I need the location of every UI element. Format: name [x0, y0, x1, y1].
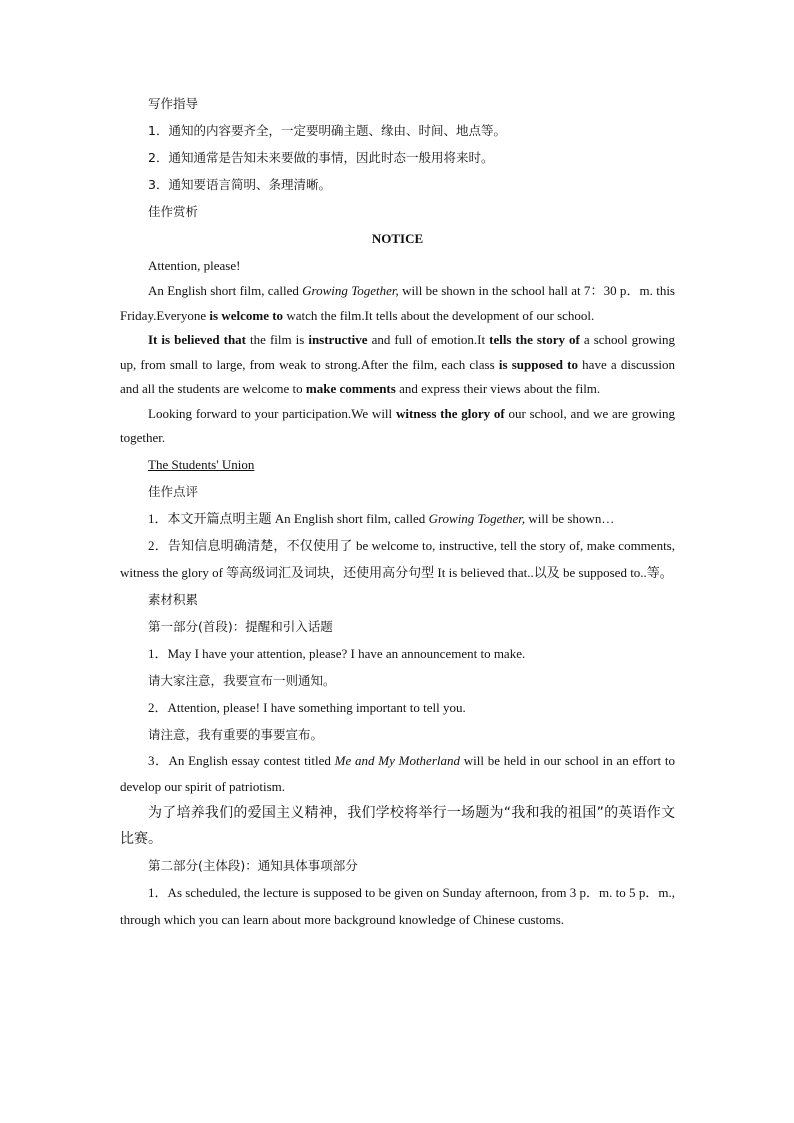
sentence-en: 1．As scheduled, the lecture is supposed to be given on Sunday afternoon, from 3 p．m. to 5 p．m., through which you can learn about more background knowledge of Chinese customs. — [120, 884, 675, 927]
part1-heading: 第一部分(首段)：提醒和引入话题 — [148, 618, 333, 634]
comment-item-2: 2．告知信息明确清楚，不仅使用了 be welcome to, instructive, tell the story of, make comments, witness the glory of 等高级词汇及词块，还使用高分句型 It is believed that..以及 be supposed to..等。 — [120, 537, 675, 580]
notice-paragraph-3: Looking forward to your participation.We will witness the glory of our school, and we are growing together. — [120, 405, 675, 445]
material-heading: 素材积累 — [148, 591, 199, 607]
writing-guide-item: 2．通知通常是告知未来要做的事情，因此时态一般用将来时。 — [148, 150, 494, 165]
sentence-cn: 请注意，我有重要的事要宣布。 — [148, 726, 324, 742]
document-page — [120, 90, 675, 933]
sentence-en: 3．An English essay contest titled Me and My Motherland will be held in our school in an effort to develop our spirit of patriotism. — [120, 752, 676, 794]
film-title: Growing Together, — [302, 283, 399, 298]
writing-guide-item: 1．通知的内容要齐全，一定要明确主题、缘由、时间、地点等。 — [148, 123, 506, 138]
notice-greeting: Attention, please! — [148, 258, 241, 273]
sentence-en: 1．May I have your attention, please? I have an announcement to make. — [148, 645, 526, 661]
writing-guide-item: 3．通知要语言简明、条理清晰。 — [148, 177, 331, 192]
notice-title: NOTICE — [371, 231, 424, 246]
sentence-cn: 为了培养我们的爱国主义精神，我们学校将举行一场题为“我和我的祖国”的英语作文比赛。 — [120, 804, 675, 847]
comment-heading: 佳作点评 — [148, 483, 199, 499]
writing-guide-heading: 写作指导 — [148, 96, 199, 111]
part2-heading: 第二部分(主体段)：通知具体事项部分 — [148, 857, 358, 873]
notice-signature: The Students' Union — [148, 456, 255, 472]
model-essay-heading: 佳作赏析 — [148, 204, 199, 219]
sentence-en: 2．Attention, please! I have something important to tell you. — [148, 699, 466, 715]
sentence-cn: 请大家注意，我要宣布一则通知。 — [148, 672, 336, 688]
comment-item-1: 1．本文开篇点明主题 An English short film, called Growing Together, will be shown… — [148, 510, 615, 526]
notice-paragraph-2: It is believed that the film is instructive and full of emotion.It tells the story of a school growing up, from small to large, from weak to strong.After the film, each class is supposed to have a discussion and all the students are welcome to make comments and express their views about the film. — [120, 332, 676, 396]
notice-paragraph-1: An English short film, called Growing Together, will be shown in the school hall at 7：30 p．m. this Friday.Everyone is welcome to watch the film.It tells about the development of our school. — [120, 283, 675, 323]
